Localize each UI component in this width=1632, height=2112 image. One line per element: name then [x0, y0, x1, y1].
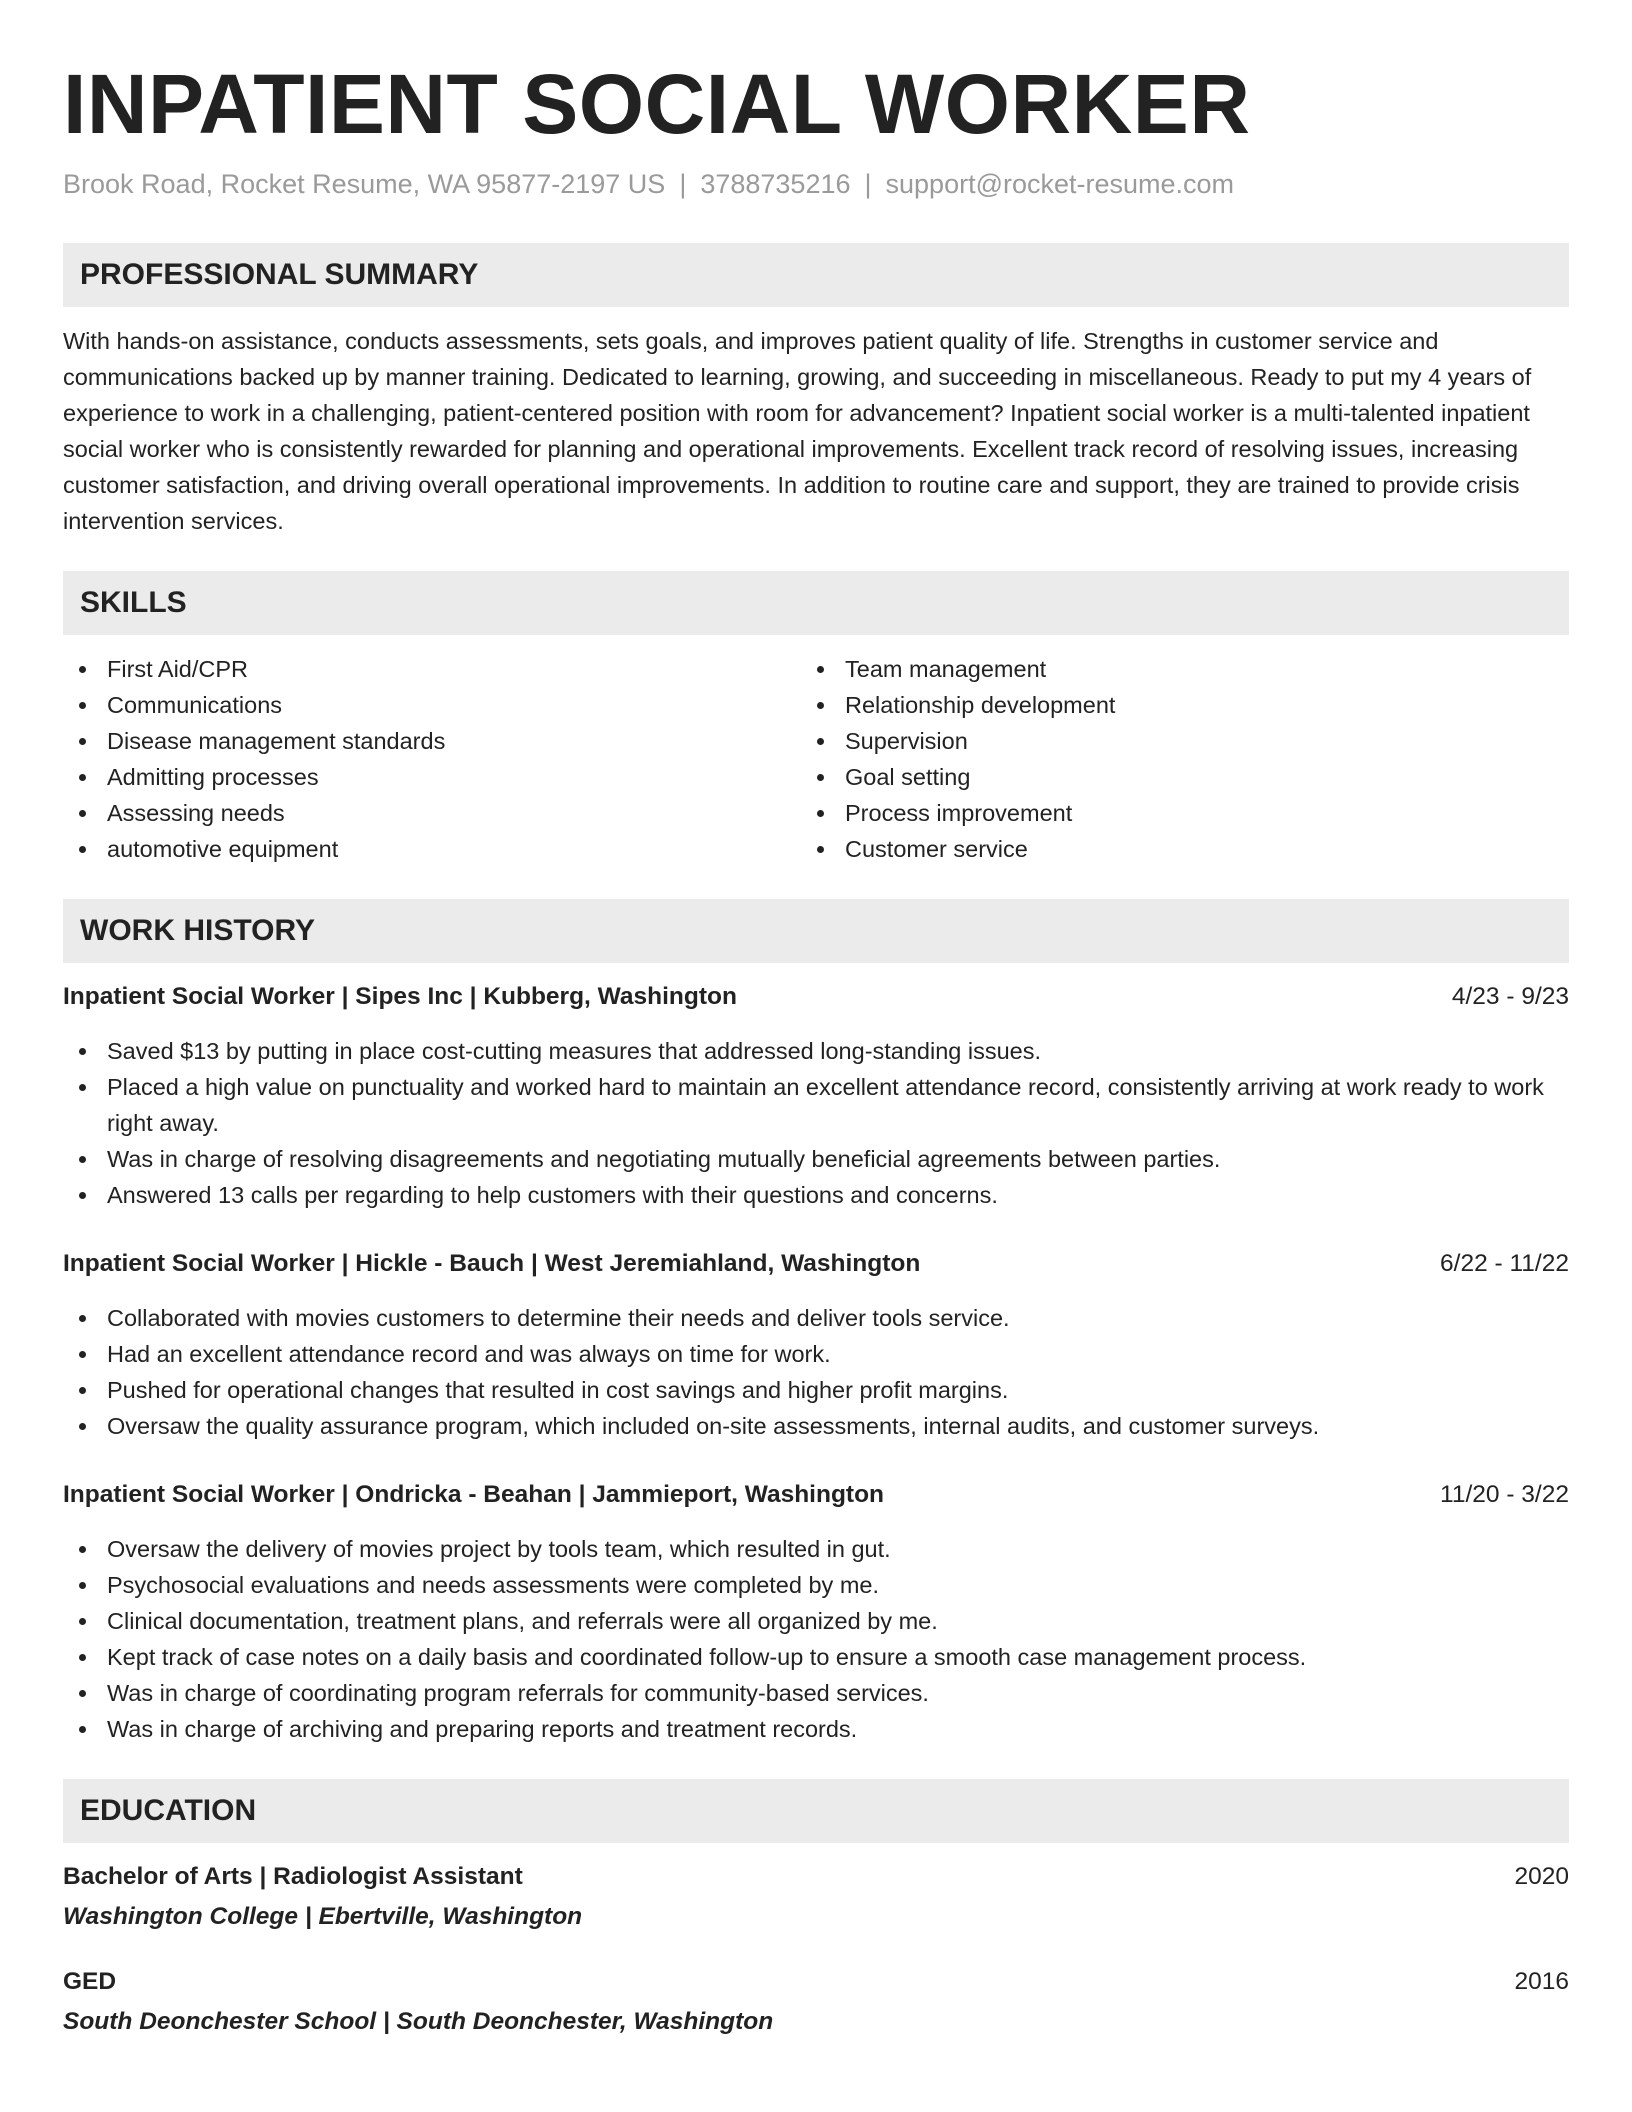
job-entry: [63, 1246, 1569, 1444]
degree: GED: [63, 1968, 117, 1995]
job-title: Inpatient Social Worker | Ondricka - Beahan | Jammieport, Washington: [63, 1481, 885, 1508]
skill-item: Admitting processes: [63, 759, 801, 795]
education-year: 2016: [1514, 1968, 1569, 1995]
job-title: Inpatient Social Worker | Sipes Inc | Kubberg, Washington: [63, 983, 737, 1010]
job-bullets: [63, 1033, 1569, 1213]
separator: |: [864, 169, 872, 199]
skill-item: Assessing needs: [63, 795, 801, 831]
skills-column-right: [801, 651, 1539, 867]
contact-line: [63, 166, 1569, 202]
school: Washington College | Ebertville, Washington: [63, 1903, 583, 1930]
section-heading-skills: SKILLS: [63, 571, 1569, 635]
resume-title: INPATIENT SOCIAL WORKER: [63, 57, 1251, 151]
job-bullet: Was in charge of coordinating program referrals for community-based services.: [63, 1675, 1569, 1711]
job-dates: 6/22 - 11/22: [1440, 1250, 1569, 1277]
job-bullet: Answered 13 calls per regarding to help customers with their questions and concerns.: [63, 1177, 1569, 1213]
job-bullet: Pushed for operational changes that resulted in cost savings and higher profit margins.: [63, 1372, 1569, 1408]
education-entry: [63, 1964, 1569, 2040]
section-heading-summary: PROFESSIONAL SUMMARY: [63, 243, 1569, 307]
skill-item: Relationship development: [801, 687, 1539, 723]
summary-text: With hands-on assistance, conducts assessments, sets goals, and improves patient quality of life. Strengths in customer service and communications backed up by manner training. Dedicated to learning, growing, and succeeding in miscellaneous. Ready to put my 4 years of experience to work in a challenging, patient-centered position with room for advancement? Inpatient social worker is a multi-talented inpatient social worker who is consistently rewarded for planning and operational improvements. Excellent track record of resolving issues, increasing customer satisfaction, and driving overall operational improvements. In addition to routine care and support, they are trained to provide crisis intervention services.: [63, 328, 1532, 534]
job-header: [63, 1246, 1569, 1282]
phone: 3788735216: [700, 169, 851, 199]
job-dates: 11/20 - 3/22: [1440, 1481, 1569, 1508]
job-entry: [63, 1477, 1569, 1747]
skill-item: Disease management standards: [63, 723, 801, 759]
separator: |: [679, 169, 687, 199]
job-bullet: Placed a high value on punctuality and worked hard to maintain an excellent attendance record, consistently arriving at work ready to work right away.: [63, 1069, 1569, 1141]
skill-item: Process improvement: [801, 795, 1539, 831]
education-header: [63, 1859, 1569, 1895]
education-entry: [63, 1859, 1569, 1935]
skill-item: automotive equipment: [63, 831, 801, 867]
job-bullet: Had an excellent attendance record and was always on time for work.: [63, 1336, 1569, 1372]
skill-item: Supervision: [801, 723, 1539, 759]
school: South Deonchester School | South Deonchester, Washington: [63, 2008, 774, 2035]
section-heading-work-history: WORK HISTORY: [63, 899, 1569, 963]
address: Brook Road, Rocket Resume, WA 95877-2197 US: [63, 169, 666, 199]
job-dates: 4/23 - 9/23: [1451, 983, 1569, 1010]
job-bullet: Kept track of case notes on a daily basis and coordinated follow-up to ensure a smooth case management process.: [63, 1639, 1569, 1675]
skill-item: Goal setting: [801, 759, 1539, 795]
job-bullet: Saved $13 by putting in place cost-cutting measures that addressed long-standing issues.: [63, 1033, 1569, 1069]
job-bullet: Oversaw the delivery of movies project by tools team, which resulted in gut.: [63, 1531, 1569, 1567]
education-year: 2020: [1514, 1863, 1569, 1890]
job-bullet: Clinical documentation, treatment plans, and referrals were all organized by me.: [63, 1603, 1569, 1639]
section-heading-education: EDUCATION: [63, 1779, 1569, 1843]
job-bullet: Collaborated with movies customers to determine their needs and deliver tools service.: [63, 1300, 1569, 1336]
skill-item: Customer service: [801, 831, 1539, 867]
job-title: Inpatient Social Worker | Hickle - Bauch | West Jeremiahland, Washington: [63, 1250, 921, 1277]
job-bullet: Oversaw the quality assurance program, which included on-site assessments, internal audits, and customer surveys.: [63, 1408, 1569, 1444]
job-header: [63, 1477, 1569, 1513]
job-bullet: Psychosocial evaluations and needs assessments were completed by me.: [63, 1567, 1569, 1603]
job-entry: [63, 979, 1569, 1213]
email: support@rocket-resume.com: [885, 169, 1235, 199]
skills-column-left: [63, 651, 801, 867]
skill-item: First Aid/CPR: [63, 651, 801, 687]
skill-item: Communications: [63, 687, 801, 723]
degree: Bachelor of Arts | Radiologist Assistant: [63, 1863, 523, 1890]
job-bullet: Was in charge of archiving and preparing reports and treatment records.: [63, 1711, 1569, 1747]
job-bullet: Was in charge of resolving disagreements and negotiating mutually beneficial agreements between parties.: [63, 1141, 1569, 1177]
job-header: [63, 979, 1569, 1015]
job-bullets: [63, 1300, 1569, 1444]
skill-item: Team management: [801, 651, 1539, 687]
job-bullets: [63, 1531, 1569, 1747]
skills-list: [63, 651, 1569, 867]
education-header: [63, 1964, 1569, 2000]
